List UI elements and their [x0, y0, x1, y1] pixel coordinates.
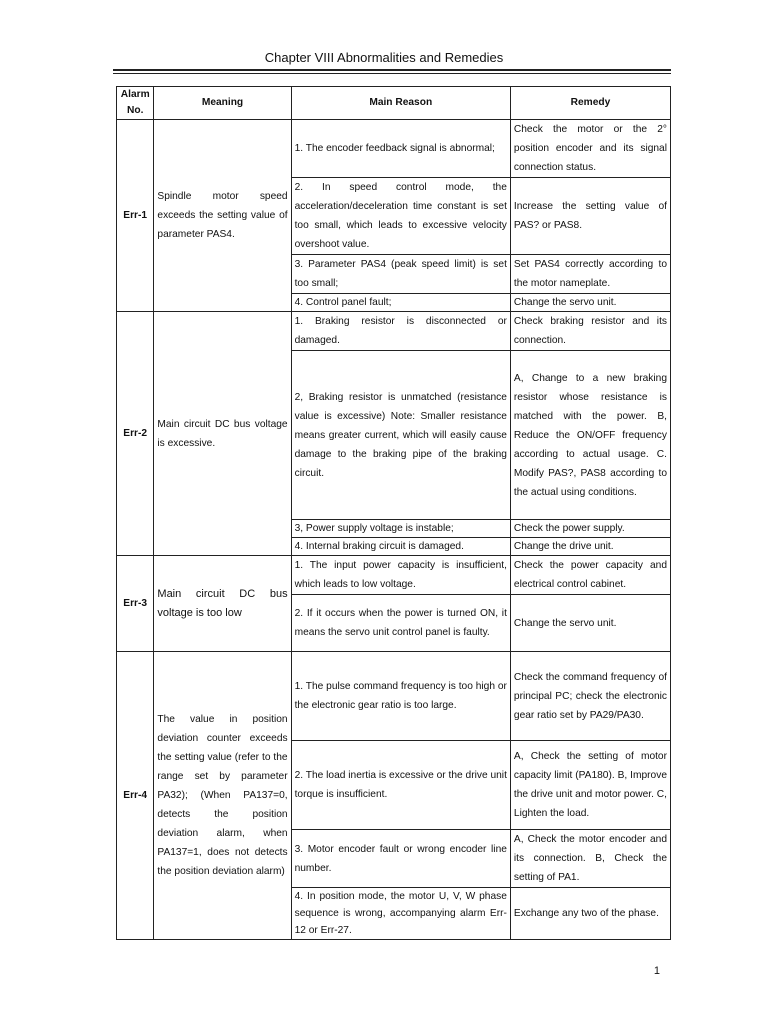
remedy-cell: Check the power capacity and electrical control cabinet. — [510, 556, 670, 595]
header-alarm-no: Alarm No. — [117, 87, 154, 120]
remedy-cell: Check the motor or the 2° position encoder and its signal connection status. — [510, 120, 670, 178]
alarm-code: Err-4 — [117, 652, 154, 940]
table-row — [117, 556, 671, 595]
remedy-cell: Set PAS4 correctly according to the motor nameplate. — [510, 255, 670, 294]
reason-cell: 1. The pulse command frequency is too high or the electronic gear ratio is too large. — [291, 652, 510, 741]
remedy-cell: Change the servo unit. — [510, 595, 670, 652]
alarm-meaning: The value in position deviation counter exceeds the setting value (refer to the range set by parameter PA32); (When PA137=0, detects the position deviation alarm, when PA137=1, does not detects the position deviation alarm) — [154, 652, 291, 940]
reason-cell: 1. The input power capacity is insufficient, which leads to low voltage. — [291, 556, 510, 595]
reason-cell: 2. If it occurs when the power is turned ON, it means the servo unit control panel is faulty. — [291, 595, 510, 652]
header-remedy: Remedy — [510, 87, 670, 120]
reason-cell: 4. In position mode, the motor U, V, W phase sequence is wrong, accompanying alarm Err-12 or Err-27. — [291, 888, 510, 940]
reason-cell: 1. Braking resistor is disconnected or damaged. — [291, 312, 510, 351]
table-header-row — [117, 87, 671, 120]
reason-cell: 1. The encoder feedback signal is abnormal; — [291, 120, 510, 178]
remedy-cell: Change the drive unit. — [510, 538, 670, 556]
alarm-meaning: Spindle motor speed exceeds the setting value of parameter PAS4. — [154, 120, 291, 312]
header-main-reason: Main Reason — [291, 87, 510, 120]
table-row — [117, 120, 671, 178]
header-rule-thick — [113, 69, 671, 71]
alarm-meaning: Main circuit DC bus voltage is too low — [154, 556, 291, 652]
reason-cell: 3, Power supply voltage is instable; — [291, 520, 510, 538]
table-row — [117, 652, 671, 741]
page-header-title: Chapter VIII Abnormalities and Remedies — [264, 50, 504, 65]
page-number: 1 — [653, 965, 660, 977]
remedy-cell: Check the power supply. — [510, 520, 670, 538]
reason-cell: 3. Motor encoder fault or wrong encoder line number. — [291, 830, 510, 888]
remedy-cell: Check braking resistor and its connection. — [510, 312, 670, 351]
table-row — [117, 312, 671, 351]
remedy-cell: A, Check the setting of motor capacity limit (PA180). B, Improve the drive unit and motor power. C, Lighten the load. — [510, 741, 670, 830]
remedy-cell: A, Change to a new braking resistor whose resistance is matched with the power. B, Reduce the ON/OFF frequency according to actual usage. C. Modify PAS?, PAS8 according to the actual using conditions. — [510, 351, 670, 520]
remedy-cell: Increase the setting value of PAS? or PAS8. — [510, 178, 670, 255]
remedy-cell: Exchange any two of the phase. — [510, 888, 670, 940]
reason-cell: 4. Control panel fault; — [291, 294, 510, 312]
alarm-code: Err-2 — [117, 312, 154, 556]
reason-cell: 2. In speed control mode, the acceleration/deceleration time constant is set too small, which leads to excessive velocity overshoot value. — [291, 178, 510, 255]
reason-cell: 4. Internal braking circuit is damaged. — [291, 538, 510, 556]
alarm-code: Err-3 — [117, 556, 154, 652]
reason-cell: 3. Parameter PAS4 (peak speed limit) is set too small; — [291, 255, 510, 294]
reason-cell: 2, Braking resistor is unmatched (resistance value is excessive) Note: Smaller resistance means greater current, which will easily cause damage to the braking pipe of the braking circuit. — [291, 351, 510, 520]
remedy-cell: Change the servo unit. — [510, 294, 670, 312]
header-rule-thin — [113, 73, 671, 74]
alarm-table — [116, 86, 671, 940]
remedy-cell: A, Check the motor encoder and its connection. B, Check the setting of PA1. — [510, 830, 670, 888]
reason-cell: 2. The load inertia is excessive or the drive unit torque is insufficient. — [291, 741, 510, 830]
alarm-meaning: Main circuit DC bus voltage is excessive. — [154, 312, 291, 556]
header-meaning: Meaning — [154, 87, 291, 120]
alarm-code: Err-1 — [117, 120, 154, 312]
remedy-cell: Check the command frequency of principal PC; check the electronic gear ratio set by PA29/PA30. — [510, 652, 670, 741]
